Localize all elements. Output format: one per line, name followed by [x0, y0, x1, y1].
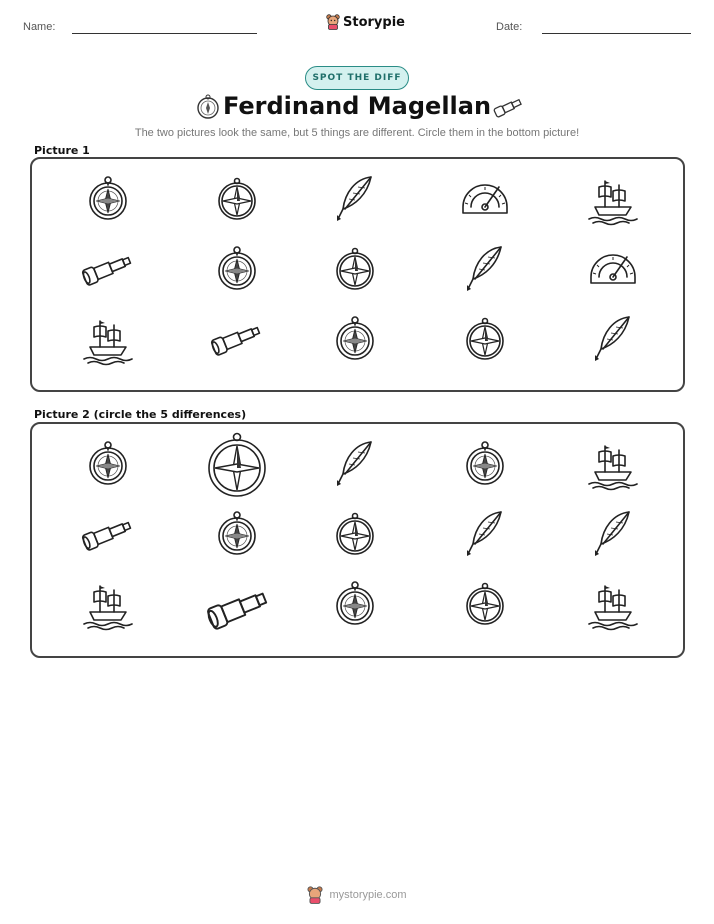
quill-icon[interactable]: [325, 434, 385, 494]
ship-icon: [583, 169, 643, 229]
footer-url[interactable]: mystorypie.com: [329, 889, 407, 901]
pocket-compass-icon[interactable]: [325, 574, 385, 634]
title-telescope-icon: [492, 96, 524, 123]
picture-2-label: Picture 2 (circle the 5 differences): [34, 408, 247, 421]
compass-icon-large[interactable]: [207, 434, 267, 494]
telescope-icon-large[interactable]: [207, 574, 267, 634]
quill-icon: [325, 169, 385, 229]
telescope-icon: [207, 309, 267, 369]
compass-icon: [325, 239, 385, 299]
quill-icon: [583, 309, 643, 369]
ship-icon[interactable]: [583, 434, 643, 494]
quill-icon[interactable]: [583, 504, 643, 564]
compass-icon[interactable]: [455, 574, 515, 634]
ship-icon[interactable]: [78, 574, 138, 634]
picture-1-label: Picture 1: [34, 144, 90, 157]
telescope-icon: [78, 239, 138, 299]
date-label: Date:: [496, 21, 523, 33]
protractor-icon: [455, 169, 515, 229]
brand-name: Storypie: [343, 14, 405, 30]
pocket-compass-icon[interactable]: [207, 504, 267, 564]
compass-icon: [455, 309, 515, 369]
page-title: Ferdinand Magellan: [222, 92, 492, 120]
name-label: Name:: [23, 21, 56, 33]
name-line[interactable]: [72, 33, 257, 34]
pocket-compass-icon[interactable]: [78, 434, 138, 494]
quill-icon[interactable]: [455, 504, 515, 564]
pocket-compass-icon: [207, 239, 267, 299]
ship-icon[interactable]: [583, 574, 643, 634]
ship-icon: [78, 309, 138, 369]
instructions-text: The two pictures look the same, but 5 things are different. Circle them in the bottom picture!: [134, 127, 580, 139]
compass-icon: [207, 169, 267, 229]
brand-logo: [326, 14, 405, 30]
compass-icon[interactable]: [325, 504, 385, 564]
pocket-compass-icon[interactable]: [455, 434, 515, 494]
quill-icon: [455, 239, 515, 299]
pocket-compass-icon: [78, 169, 138, 229]
footer-bear-icon: [307, 886, 323, 904]
date-line[interactable]: [542, 33, 691, 34]
protractor-icon: [583, 239, 643, 299]
telescope-icon[interactable]: [78, 504, 138, 564]
spot-the-diff-badge: SPOT THE DIFF: [305, 66, 409, 90]
footer: [0, 886, 714, 904]
bear-icon: [326, 14, 340, 30]
pocket-compass-icon: [325, 309, 385, 369]
